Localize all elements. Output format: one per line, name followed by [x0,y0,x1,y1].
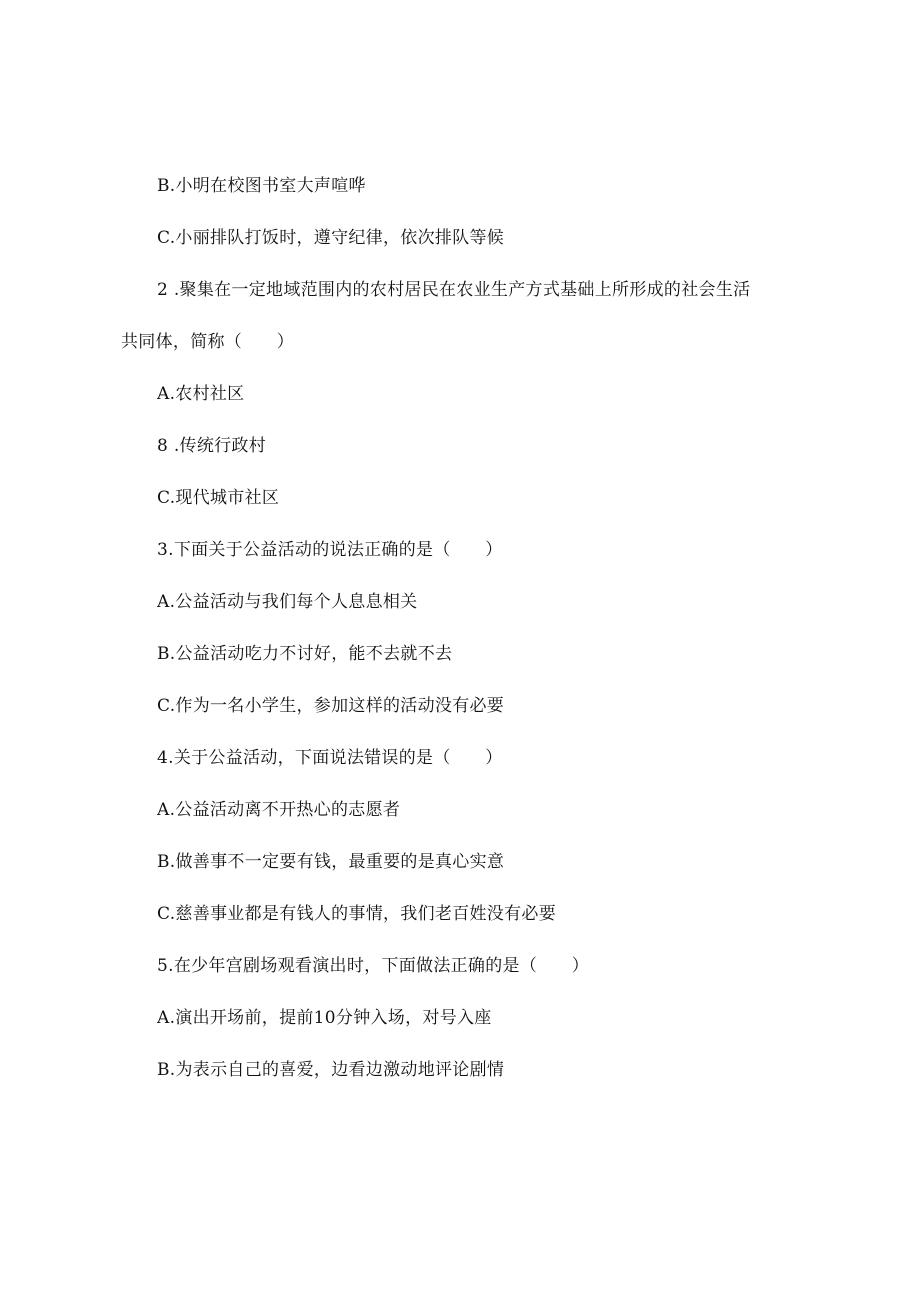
question-5: 5.在少年宫剧场观看演出时，下面做法正确的是（ ） [157,956,590,976]
option-2b: 8 .传统行政村 [157,436,267,456]
option-1b: B.小明在校图书室大声喧哗 [157,176,366,196]
option-3a: A.公益活动与我们每个人息息相关 [157,592,418,612]
option-4b: B.做善事不一定要有钱，最重要的是真心实意 [157,852,505,872]
option-5b: B.为表示自己的喜爱，边看边激动地评论剧情 [157,1060,505,1080]
option-4c: C.慈善事业都是有钱人的事情，我们老百姓没有必要 [157,904,557,924]
option-4a: A.公益活动离不开热心的志愿者 [157,800,401,820]
option-2c: C.现代城市社区 [157,488,280,508]
option-5a: A.演出开场前，提前10分钟入场，对号入座 [157,1008,492,1028]
question-2-line-2: 共同体，简称（ ） [121,332,294,352]
question-3: 3.下面关于公益活动的说法正确的是（ ） [157,540,503,560]
option-2a: A.农村社区 [157,384,245,404]
question-2-line-1: 2 .聚集在一定地域范围内的农村居民在农业生产方式基础上所形成的社会生活 [157,280,751,300]
option-3c: C.作为一名小学生，参加这样的活动没有必要 [157,696,505,716]
option-3b: B.公益活动吃力不讨好，能不去就不去 [157,644,453,664]
option-1c: C.小丽排队打饭时，遵守纪律，依次排队等候 [157,228,505,248]
question-4: 4.关于公益活动，下面说法错误的是（ ） [157,748,503,768]
